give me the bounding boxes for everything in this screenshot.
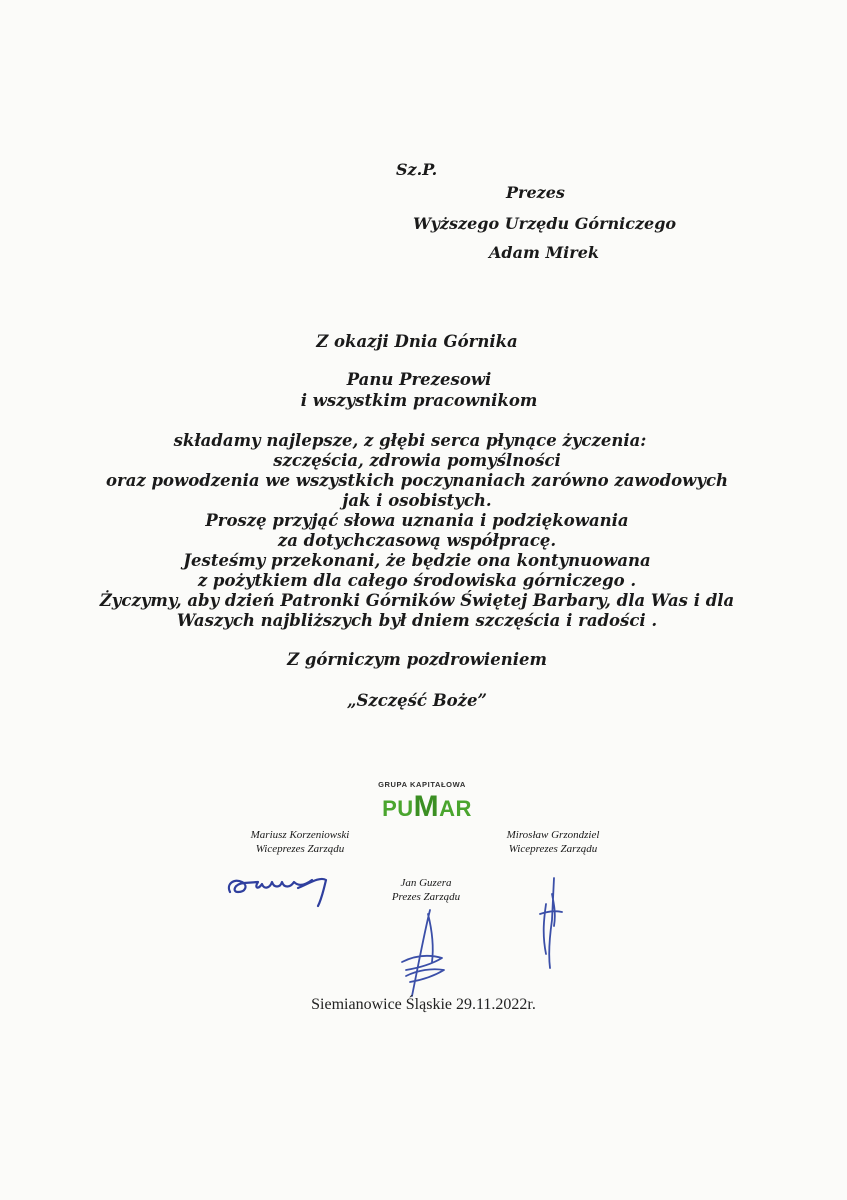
paragraph-line: Proszę przyjąć słowa uznania i podziękowania: [205, 511, 629, 530]
logo-group-caption: GRUPA KAPITAŁOWA: [378, 780, 466, 789]
signatory-left-role: Wiceprezes Zarządu: [255, 843, 345, 855]
paragraph-line: oraz powodzenia we wszystkich poczynaniach zarówno zawodowych: [106, 471, 728, 490]
paragraph-line: Życzymy, aby dzień Patronki Górników Świętej Barbary, dla Was i dla: [99, 591, 735, 610]
recipient-line-1: Panu Prezesowi: [346, 370, 492, 389]
signatory-right: [487, 828, 619, 856]
company-logo: [372, 790, 482, 824]
paragraph-line: składamy najlepsze, z głębi serca płynące życzenia:: [173, 431, 647, 450]
signature-center-image: [392, 906, 452, 1000]
paragraph-line: jak i osobistych.: [342, 491, 492, 510]
paragraph-line: za dotychczasową współpracę.: [277, 531, 557, 550]
closing-line: Z górniczym pozdrowieniem: [287, 650, 547, 669]
recipient-line-2: i wszystkim pracownikom: [300, 391, 538, 410]
signatory-center-name: Jan Guzera: [400, 877, 452, 889]
signatory-left: [230, 828, 370, 856]
addressee-office: Wyższego Urzędu Górniczego: [413, 214, 677, 233]
logo-text-mid: M: [413, 790, 440, 823]
logo-text-right: AR: [439, 796, 472, 821]
logo-text-left: PU: [382, 796, 414, 821]
paragraph-line: szczęścia, zdrowia pomyślności: [273, 451, 561, 470]
blessing-line: „Szczęść Boże”: [346, 691, 488, 710]
signatory-center-role: Prezes Zarządu: [391, 891, 461, 903]
paragraph-line: Waszych najbliższych był dniem szczęścia i radości .: [176, 611, 658, 630]
place-date: Siemianowice Śląskie 29.11.2022r.: [311, 996, 536, 1013]
paragraph-line: z pożytkiem dla całego środowiska górniczego .: [197, 571, 637, 590]
salutation-abbrev: Sz.P.: [396, 160, 438, 179]
addressee-name: Adam Mirek: [489, 243, 599, 262]
signatory-center: [370, 876, 482, 904]
signatory-right-name: Mirosław Grzondziel: [506, 829, 600, 841]
signatory-right-role: Wiceprezes Zarządu: [508, 843, 598, 855]
paragraph-line: Jesteśmy przekonani, że będzie ona kontynuowana: [183, 551, 651, 570]
addressee-title: Prezes: [506, 183, 565, 202]
occasion-line: Z okazji Dnia Górnika: [316, 332, 518, 351]
signature-left-image: [224, 858, 336, 910]
signatory-left-name: Mariusz Korzeniowski: [250, 829, 350, 841]
signature-right-image: [532, 874, 572, 972]
